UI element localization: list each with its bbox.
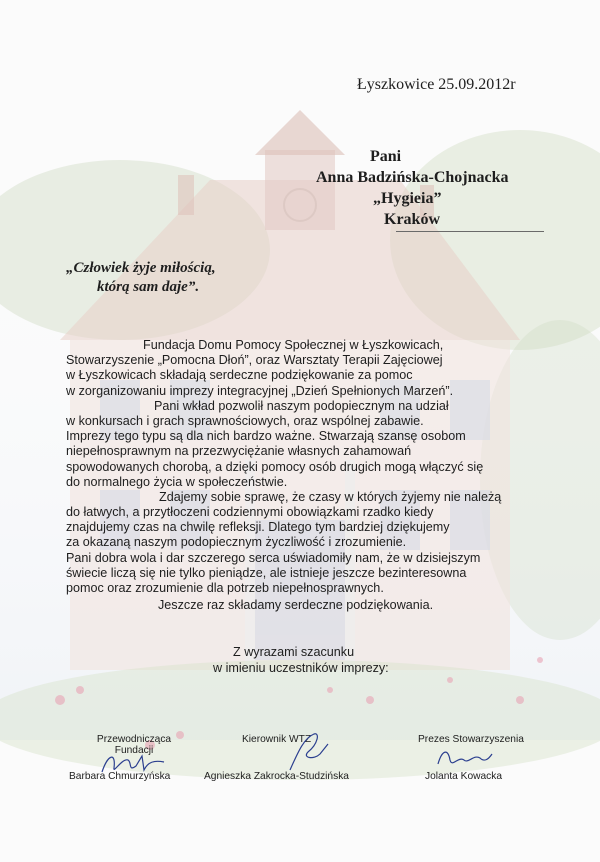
- letter-body: [66, 338, 501, 596]
- recipient-salutation: Pani: [370, 148, 402, 165]
- body-line: za okazaną naszym podopiecznym życzliwość i zrozumienie.: [66, 535, 407, 550]
- recipient-name: Anna Badzińska-Chojnacka: [316, 169, 509, 186]
- body-line: do normalnego życia w społeczeństwie.: [66, 474, 288, 489]
- body-line: Imprezy tego typu są dla nich bardzo ważne. Stwarzają szansę osobom: [66, 429, 466, 444]
- body-line: Pani dobra wola i dar szczerego serca uświadomiły nam, że w dzisiejszym: [66, 550, 481, 565]
- body-line: w konkursach i grach sprawnościowych, oraz wspólnej zabawie.: [66, 413, 424, 428]
- body-line: Fundacja Domu Pomocy Społecznej w Łyszkowicach,: [143, 338, 444, 352]
- body-line: Pani wkład pozwolił naszym podopiecznym na udział: [154, 398, 449, 413]
- regards-line: Z wyrazami szacunku: [233, 645, 355, 659]
- regards-line: w imieniu uczestników imprezy:: [213, 660, 389, 675]
- signature-manager: [284, 730, 334, 774]
- body-line: świecie liczą się nie tylko pieniądze, ale istnieje jeszcze bezinteresowna: [66, 565, 467, 580]
- body-line: Zdajemy sobie sprawę, że czasy w których żyjemy nie należą: [159, 489, 502, 504]
- signatory-name-chairwoman: Barbara Chmurzyńska: [69, 771, 171, 782]
- signatory-name-president: Jolanta Kowacka: [425, 771, 503, 782]
- body-line: Stowarzyszenie „Pomocna Dłoń”, oraz Warsztaty Terapii Zajęciowej: [66, 353, 443, 368]
- body-line: niepełnosprawnym na przezwyciężanie własnych zahamowań: [66, 444, 412, 459]
- signatory-title-president: Prezes Stowarzyszenia: [418, 734, 524, 745]
- body-line: spowodowanych chorobą, a dzięki pomocy osób drugich mogą włączyć się: [66, 459, 484, 474]
- letter-date: Łyszkowice 25.09.2012r: [357, 76, 516, 93]
- body-line: w zorganizowaniu imprezy integracyjnej „Dzień Spełnionych Marzeń”.: [66, 383, 454, 398]
- signature-president: [434, 744, 494, 772]
- recipient-block: [316, 146, 509, 230]
- body-line: w Łyszkowicach składają serdeczne podziękowanie za pomoc: [66, 368, 413, 383]
- recipient-city: Kraków: [384, 211, 440, 228]
- signatory-title-chairwoman: Przewodnicząca Fundacji: [96, 734, 172, 756]
- recipient-underline: [396, 231, 544, 232]
- regards-block: [213, 645, 389, 676]
- motto-quote: [66, 259, 216, 297]
- closing-line: Jeszcze raz składamy serdeczne podziękowania.: [158, 598, 434, 612]
- body-line: pomoc oraz zrozumienie dla potrzeb niepełnosprawnych.: [66, 581, 384, 595]
- recipient-organization: „Hygieia”: [373, 190, 442, 207]
- motto-line: „Człowiek żyje miłością,: [66, 260, 216, 276]
- body-line: znajdujemy czas na chwilę refleksji. Dlatego tym bardziej dziękujemy: [66, 520, 450, 535]
- motto-line: którą sam daje”.: [97, 279, 200, 295]
- signatory-name-manager: Agnieszka Zakrocka-Studzińska: [204, 771, 349, 782]
- signatory-title-manager: Kierownik WTZ: [242, 734, 312, 745]
- body-line: do łatwych, a przytłoczeni codziennymi obowiązkami rzadko kiedy: [66, 505, 434, 520]
